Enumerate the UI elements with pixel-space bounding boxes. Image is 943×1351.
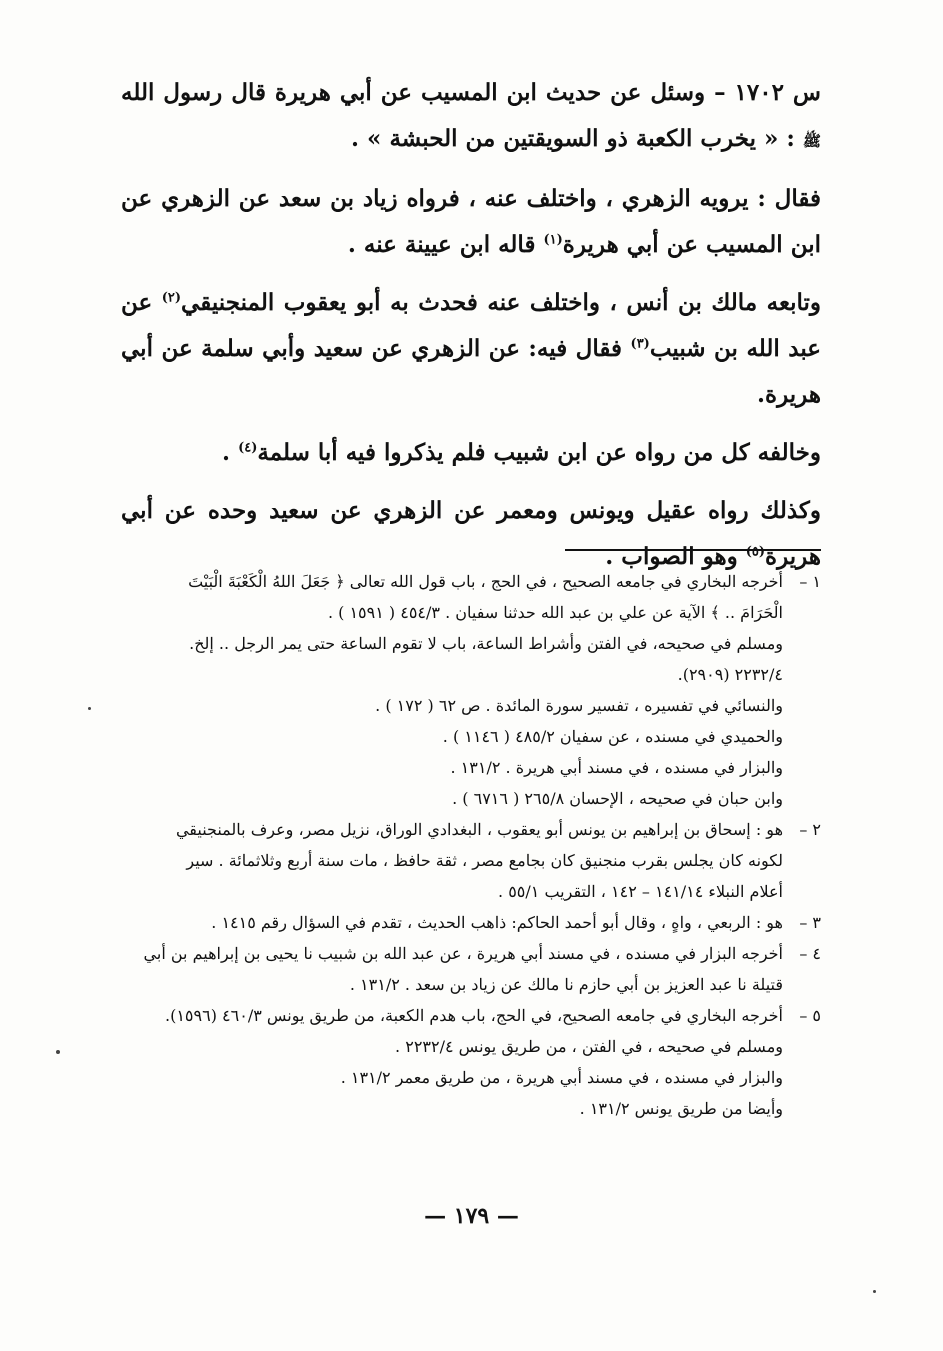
footnote-number: ٥ – [799,1006,821,1025]
answer-paragraph-3 [121,430,821,476]
answer-paragraph-1 [121,176,821,268]
footnote-ref: (١) [543,232,563,248]
footnote-line: ومسلم في صحيحه ، في الفتن ، من طريق يونس ٢٢٣٢/٤ . [395,1037,783,1056]
answer-text: فقال فيه: عن الزهري عن سعيد وأبي سلمة عن أبي هريرة. [121,335,821,408]
footnote-body [121,1000,783,1124]
footnote-number: ١ – [799,572,821,591]
hadith-quote: : « يخرب الكعبة ذو السويقتين من الحبشة » . [351,125,795,152]
footnote-line: أعلام النبلاء ١٤١/١٤ – ١٤٢ ، التقريب ٥٥/١ . [498,882,783,901]
footnote [121,1000,821,1124]
footnote-body [121,938,783,1000]
footnote-body [121,814,783,907]
footnote-line: ومسلم في صحيحه، في الفتن وأشراط الساعة، باب لا تقوم الساعة حتى يمر الرجل .. إلخ. [189,634,783,653]
footnotes [121,566,821,1124]
answer-paragraph-2 [121,280,821,418]
page-number: — ١٧٩ — [424,1203,519,1229]
footnote-line: أخرجه البخاري في جامعه الصحيح ، في الحج ، باب قول الله تعالى ﴿ جَعَلَ اللهُ الْكَعْبَةَ الْبَيْتَ [188,572,783,591]
footnote-number: ٣ – [799,913,821,932]
footnote-body [121,566,783,814]
answer-text: وهو الصواب . [605,543,738,570]
main-text [121,70,821,592]
footnote-line: وأيضا من طريق يونس ١٣١/٢ . [579,1099,783,1118]
footnote-line: وابن حبان في صحيحه ، الإحسان ٢٦٥/٨ ( ٦٧١٦ ) . [452,789,783,808]
footnote-line: والحميدي في مسنده ، عن سفيان ٤٨٥/٢ ( ١١٤٦ ) . [442,727,783,746]
salawat-glyph: ﷺ [802,132,821,150]
footnote [121,907,821,938]
question-text: وسئل عن حديث ابن المسيب عن أبي هريرة قال رسول الله [121,79,706,106]
footnote-separator [565,549,821,551]
footnote-line: هو : إسحاق بن إبراهيم بن يونس أبو يعقوب ، البغدادي الوراق، نزيل مصر، وعرف بالمنجنيقي [175,820,783,839]
footnote-ref: (٤) [238,440,258,456]
footnote-line: والنسائي في تفسيره ، تفسير سورة المائدة . ص ٦٢ ( ١٧٢ ) . [375,696,783,715]
footnote-number: ٤ – [799,944,821,963]
answer-text: وتابعه مالك بن أنس ، واختلف عنه فحدث به أبو يعقوب المنجنيقي [181,289,821,316]
footnote-ref: (٢) [161,290,182,306]
footnote-line: ٢٢٣٢/٤ (٢٩٠٩). [677,665,783,684]
scan-speck [56,1050,60,1054]
question-paragraph [121,70,821,164]
answer-text: وكذلك رواه عقيل ويونس ومعمر عن الزهري عن سعيد وحده عن أبي هريرة [121,497,821,570]
scan-speck [88,707,91,710]
footnote-line: أخرجه البخاري في جامعه الصحيح، في الحج، باب هدم الكعبة، من طريق يونس ٤٦٠/٣ (١٥٩٦). [165,1006,783,1025]
footnote-body [121,907,783,938]
question-number: س ١٧٠٢ – [714,79,821,106]
answer-text: قاله ابن عيينة عنه . [347,231,536,258]
footnote-ref: (٥) [745,544,766,560]
footnote-line: أخرجه البزار في مسنده ، في مسند أبي هريرة ، عن عبد الله بن شبيب نا يحيى بن إبراهيم بن أبي [143,944,783,963]
answer-text: عن عبد الله بن شبيب [121,289,822,362]
footnote-line: قتيلة نا عبد العزيز بن أبي حازم نا مالك عن زياد بن سعد . ١٣١/٢ . [349,975,783,994]
scan-speck [873,1290,876,1293]
answer-text: فقال : يرويه الزهري ، واختلف عنه ، فرواه زياد بن سعد عن الزهري عن ابن المسيب عن أبي هريرة [121,185,821,258]
footnote [121,566,821,814]
footnote-line: والبزار في مسنده ، في مسند أبي هريرة ، من طريق معمر ١٣١/٢ . [340,1068,783,1087]
footnote-ref: (٣) [630,336,650,352]
answer-text: . [222,439,231,466]
footnote-number: ٢ – [799,820,821,839]
answer-text: وخالفه كل من رواه عن ابن شبيب فلم يذكروا فيه أبا سلمة [257,439,821,466]
footnote [121,814,821,907]
footnote-line: لكونه كان يجلس بقرب منجنيق كان بجامع مصر ، ثقة حافظ ، مات سنة أربع وثلاثمائة . سير [186,851,783,870]
footnote [121,938,821,1000]
footnote-line: هو : الربعي ، واهٍ ، وقال أبو أحمد الحاكم: ذاهب الحديث ، تقدم في السؤال رقم ١٤١٥ . [211,913,783,932]
footnote-line: الْحَرَامَ .. ﴾ الآية عن علي بن عبد الله حدثنا سفيان . ٤٥٤/٣ ( ١٥٩١ ) . [327,603,783,622]
footnote-line: والبزار في مسنده ، في مسند أبي هريرة . ١٣١/٢ . [450,758,783,777]
